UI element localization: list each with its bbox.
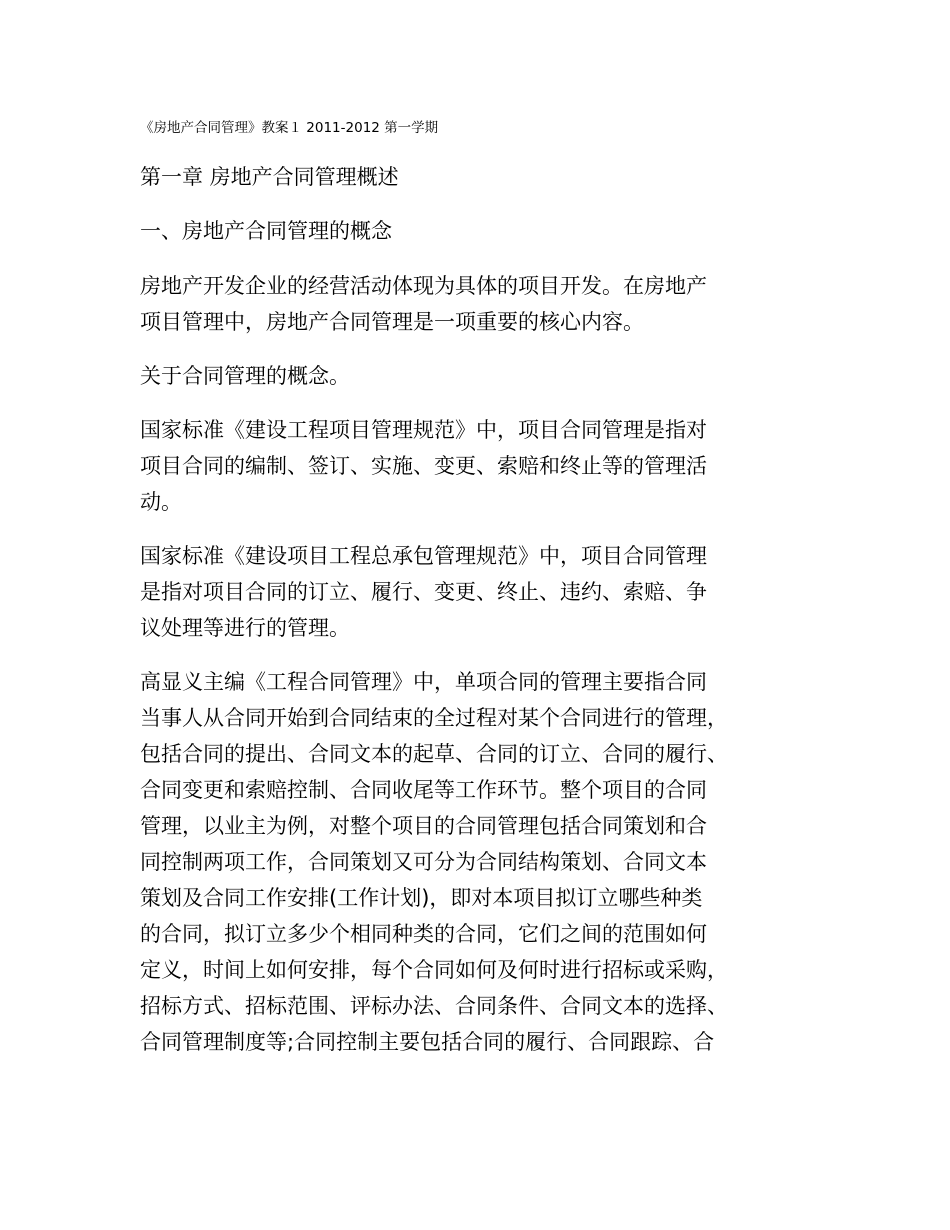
paragraph-line: 房地产开发企业的经营活动体现为具体的项目开发。在房地产 [140,274,707,298]
paragraph-intro [140,268,820,340]
page-header: 《房地产合同管理》教案１ 2011-2012 第一学期 [140,120,439,136]
paragraph-standard-1 [140,412,820,520]
paragraph-line: 议处理等进行的管理。 [140,616,350,640]
paragraph-line: 当事人从合同开始到合同结束的全过程对某个合同进行的管理， [140,706,728,730]
paragraph-line: 定义，时间上如何安排，每个合同如何及何时进行招标或采购， [140,958,728,982]
paragraph-textbook [140,664,820,1060]
paragraph-line: 的合同，拟订立多少个相同种类的合同，它们之间的范围如何 [140,922,707,946]
paragraph-line: 管理，以业主为例，对整个项目的合同管理包括合同策划和合 [140,814,707,838]
paragraph-line: 项目管理中，房地产合同管理是一项重要的核心内容。 [140,310,644,334]
paragraph-line: 动。 [140,490,182,514]
paragraph-line: 合同变更和索赔控制、合同收尾等工作环节。整个项目的合同 [140,778,707,802]
paragraph-line: 合同管理制度等;合同控制主要包括合同的履行、合同跟踪、合 [140,1030,715,1054]
paragraph-line: 包括合同的提出、合同文本的起草、合同的订立、合同的履行、 [140,742,728,766]
paragraph-line: 国家标准《建设项目工程总承包管理规范》中，项目合同管理 [140,544,707,568]
paragraph-line: 同控制两项工作，合同策划又可分为合同结构策划、合同文本 [140,850,707,874]
paragraph-line: 高显义主编《工程合同管理》中，单项合同的管理主要指合同 [140,670,707,694]
section-title: 一、房地产合同管理的概念 [140,219,392,243]
paragraph-line: 项目合同的编制、签订、实施、变更、索赔和终止等的管理活 [140,454,707,478]
paragraph-concept-lead [140,358,820,394]
paragraph-line: 是指对项目合同的订立、履行、变更、终止、违约、索赔、争 [140,580,707,604]
paragraph-line: 策划及合同工作安排(工作计划)，即对本项目拟订立哪些种类 [140,886,703,910]
paragraph-line: 招标方式、招标范围、评标办法、合同条件、合同文本的选择、 [140,994,728,1018]
chapter-title: 第一章 房地产合同管理概述 [140,165,399,189]
paragraph-standard-2 [140,538,820,646]
paragraph-line: 国家标准《建设工程项目管理规范》中，项目合同管理是指对 [140,418,707,442]
paragraph-line: 关于合同管理的概念。 [140,364,350,388]
